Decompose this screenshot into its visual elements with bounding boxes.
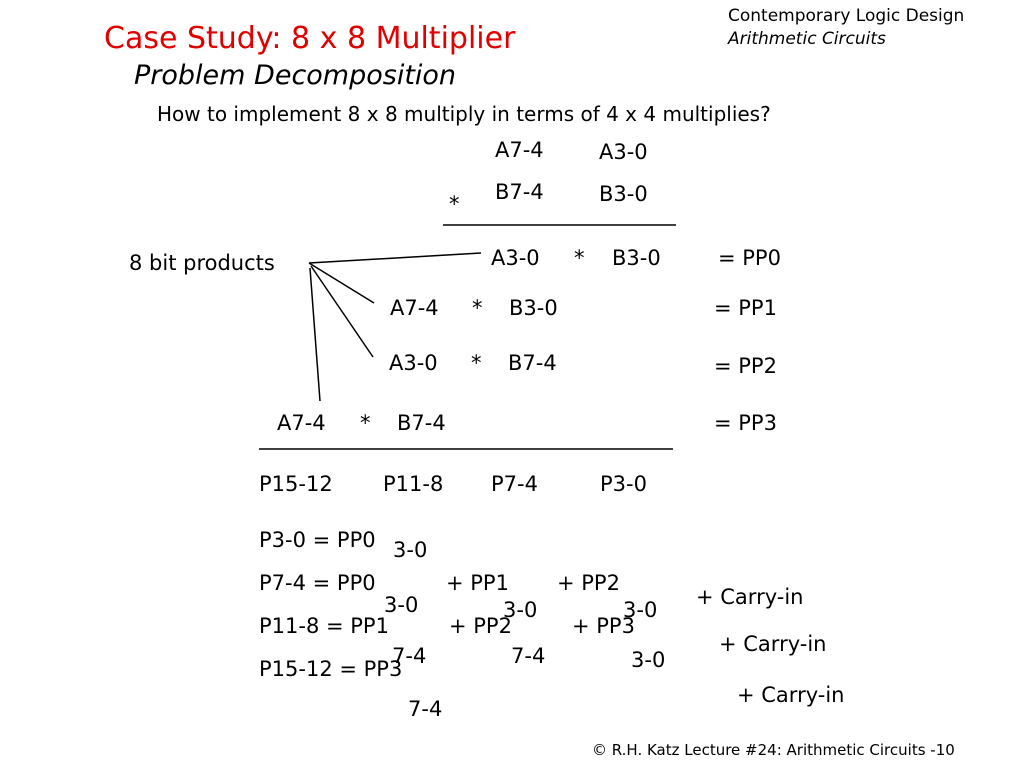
carry-in-2: + Carry-in (719, 632, 827, 656)
pointer-to-pp1 (309, 263, 374, 303)
pointer-to-pp0 (309, 253, 481, 263)
slide-subtitle: Problem Decomposition (134, 60, 457, 91)
operand-b-low: B3-0 (599, 182, 648, 206)
subscript-pp3-b: 7-4 (408, 697, 443, 721)
pp3-right: B7-4 (397, 411, 446, 435)
carry-in-3: + Carry-in (737, 683, 845, 707)
subscript-pp1: 3-0 (503, 598, 538, 622)
pp2-result: = PP2 (714, 354, 777, 378)
subscript-pp0-b: 3-0 (384, 593, 419, 617)
result-p7-4: P7-4 (491, 472, 538, 496)
pp2-right: B7-4 (508, 351, 557, 375)
pp0-left: A3-0 (491, 246, 540, 270)
operand-a-low: A3-0 (599, 140, 648, 164)
pp1-result: = PP1 (714, 296, 777, 320)
equation-p3-0: P3-0 = PP0 (259, 528, 376, 552)
pp1-op: * (472, 296, 483, 320)
result-p11-8: P11-8 (383, 472, 444, 496)
footer-text: © R.H. Katz Lecture #24: Arithmetic Circuits -10 (592, 741, 955, 759)
carry-in-1: + Carry-in (696, 585, 804, 609)
pp2-op: * (471, 351, 482, 375)
subscript-pp3-a: 3-0 (631, 648, 666, 672)
equation-plus-pp2-a: + PP2 (557, 571, 620, 595)
multiply-sign: * (449, 192, 460, 216)
pp1-left: A7-4 (390, 296, 439, 320)
pp0-right: B3-0 (612, 246, 661, 270)
result-p3-0: P3-0 (600, 472, 647, 496)
operand-b-high: B7-4 (495, 180, 544, 204)
course-title: Contemporary Logic Design (728, 6, 965, 26)
pp3-result: = PP3 (714, 411, 777, 435)
subscript-pp1-b: 7-4 (392, 644, 427, 668)
equation-plus-pp1: + PP1 (446, 571, 509, 595)
operand-a-high: A7-4 (495, 138, 544, 162)
pp1-right: B3-0 (509, 296, 558, 320)
equation-plus-pp2-b: + PP2 (449, 614, 512, 638)
pp0-result: = PP0 (718, 246, 781, 270)
pointer-to-pp2 (311, 266, 373, 357)
equation-plus-pp3: + PP3 (572, 614, 635, 638)
pp0-op: * (574, 246, 585, 270)
equation-p15-12: P15-12 = PP3 (259, 657, 403, 681)
products-label: 8 bit products (129, 251, 275, 275)
slide-title: Case Study: 8 x 8 Multiplier (104, 21, 516, 56)
pp3-op: * (360, 411, 371, 435)
question-text: How to implement 8 x 8 multiply in terms of 4 x 4 multiplies? (157, 102, 771, 126)
pointer-to-pp3 (310, 268, 320, 401)
pp2-left: A3-0 (389, 351, 438, 375)
subscript-pp2-a: 3-0 (623, 598, 658, 622)
result-p15-12: P15-12 (259, 472, 333, 496)
subscript-pp0-a: 3-0 (393, 538, 428, 562)
pp3-left: A7-4 (277, 411, 326, 435)
topic-title: Arithmetic Circuits (728, 29, 886, 49)
equation-p7-4: P7-4 = PP0 (259, 571, 376, 595)
equation-p11-8: P11-8 = PP1 (259, 614, 389, 638)
subscript-pp2-b: 7-4 (511, 644, 546, 668)
